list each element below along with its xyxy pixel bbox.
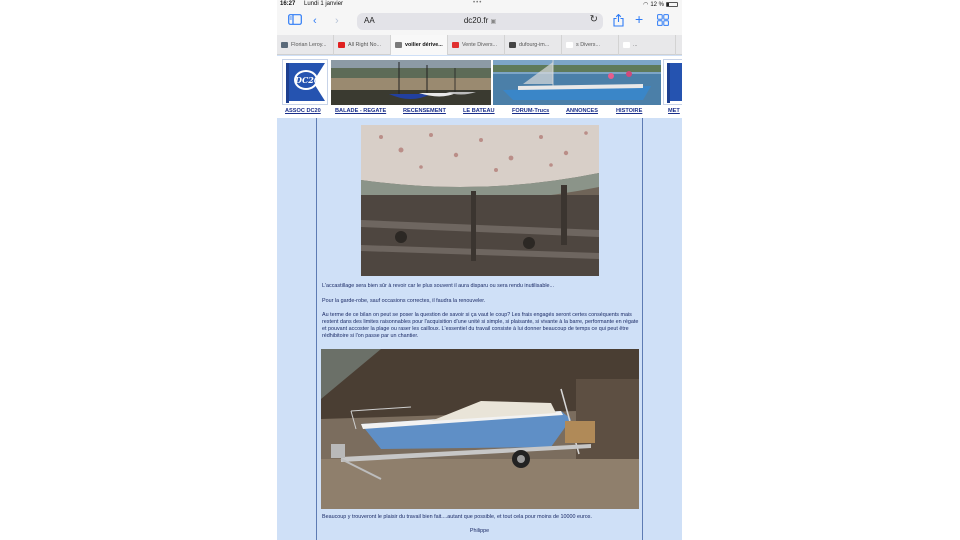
nav-link[interactable]: FORUM-Trucs bbox=[512, 108, 550, 114]
browser-toolbar bbox=[277, 9, 682, 35]
site-header bbox=[277, 56, 682, 118]
reader-aa-button[interactable]: AA bbox=[364, 16, 375, 25]
tab-label: All Right No... bbox=[348, 42, 381, 48]
tab-favicon-icon bbox=[281, 42, 288, 48]
nav-link[interactable]: LE BATEAU bbox=[463, 108, 495, 114]
signature: Philippe bbox=[469, 528, 490, 534]
nav-link[interactable]: RECENSEMENT bbox=[403, 108, 446, 114]
tab-label: ... bbox=[633, 42, 638, 48]
dc20-logo[interactable] bbox=[282, 59, 328, 105]
nav-link[interactable]: ASSOC DC20 bbox=[285, 108, 321, 114]
tab-favicon-icon bbox=[623, 42, 630, 48]
banner-photo-beach bbox=[331, 60, 491, 105]
new-tab-icon[interactable]: + bbox=[635, 11, 644, 27]
tab-label: Vente Divers... bbox=[462, 42, 498, 48]
nav-link[interactable]: HISTOIRE bbox=[616, 108, 643, 114]
browser-tab[interactable] bbox=[391, 35, 448, 55]
tab-favicon-icon bbox=[566, 42, 573, 48]
paragraph-conclusion: Beaucoup y trouveront le plaisir du travail bien fait....autant que possible, et tout cela pour moins de 10000 euros. bbox=[322, 514, 592, 520]
status-date: Lundi 1 janvier bbox=[304, 1, 344, 7]
ipad-screen bbox=[277, 0, 682, 540]
tab-favicon-icon bbox=[452, 42, 459, 48]
browser-tab[interactable] bbox=[334, 35, 391, 55]
wifi-icon: ◠ bbox=[643, 2, 649, 8]
battery-level: 12 % bbox=[650, 1, 664, 8]
tab-bar bbox=[277, 35, 682, 55]
forward-icon[interactable]: › bbox=[335, 15, 339, 27]
tab-label: dufourg-im... bbox=[519, 42, 550, 48]
nav-link[interactable]: MET bbox=[668, 108, 680, 114]
photo-restored-boat bbox=[321, 349, 639, 509]
browser-tab[interactable] bbox=[505, 35, 562, 55]
address-bar[interactable] bbox=[357, 13, 603, 30]
browser-tab[interactable] bbox=[448, 35, 505, 55]
paragraph-accastillage: L'accastillage sera bien sûr à revoir car le plus souvent il aura disparu ou sera rendu inutilisable... bbox=[322, 283, 555, 289]
lock-icon: ▣ bbox=[490, 19, 497, 25]
site-nav bbox=[277, 108, 682, 117]
tab-favicon-icon bbox=[395, 42, 402, 48]
status-time: 16:27 bbox=[280, 1, 296, 7]
tab-favicon-icon bbox=[338, 42, 345, 48]
tab-label: Florian Leroy... bbox=[291, 42, 327, 48]
tab-label: voilier dérive... bbox=[405, 42, 443, 48]
paragraph-garde-robe: Pour la garde-robe, sauf occasions correctes, il faudra la renouveler. bbox=[322, 298, 486, 304]
browser-tab[interactable] bbox=[619, 35, 676, 55]
banner-photo-sailing bbox=[493, 60, 661, 105]
sidebar-icon[interactable] bbox=[288, 14, 302, 29]
status-bar bbox=[277, 0, 682, 9]
nav-link[interactable]: BALADE - REGATE bbox=[335, 108, 387, 114]
browser-tab[interactable] bbox=[562, 35, 619, 55]
tab-label: s Divers... bbox=[576, 42, 600, 48]
nav-link[interactable]: ANNONCES bbox=[566, 108, 599, 114]
photo-hull-underside bbox=[361, 125, 599, 276]
multitasking-dots-icon[interactable]: ••• bbox=[473, 0, 483, 6]
logo-text: DC20 bbox=[295, 75, 320, 85]
browser-tab[interactable] bbox=[277, 35, 334, 55]
article-content bbox=[316, 118, 643, 540]
reload-icon[interactable]: ↻ bbox=[589, 14, 598, 25]
status-right bbox=[643, 1, 678, 8]
back-icon[interactable]: ‹ bbox=[313, 15, 317, 27]
dc20-logo-repeat bbox=[663, 59, 682, 105]
tab-overview-icon[interactable] bbox=[657, 14, 669, 30]
share-icon[interactable] bbox=[613, 14, 624, 31]
battery-icon bbox=[666, 2, 678, 7]
tab-favicon-icon bbox=[509, 42, 516, 48]
url-text: dc20.fr ▣ bbox=[463, 16, 497, 25]
paragraph-bilan: Au terme de ce bilan on peut se poser la question de savoir si ça vaut le coup? Les frais engagés seront certes conséquents mais restent dans des limites raisonnables pour l'acquisition d'une unité si simple, si plaisante, si vivante à la barre, performante en régate et pouvant accoster la plage ou raser les cailloux. L'essentiel du travail consiste à lui donner beaucoup de temps ce qui peut être rédhibitoire si l'on passe par un chantier. bbox=[322, 312, 639, 339]
